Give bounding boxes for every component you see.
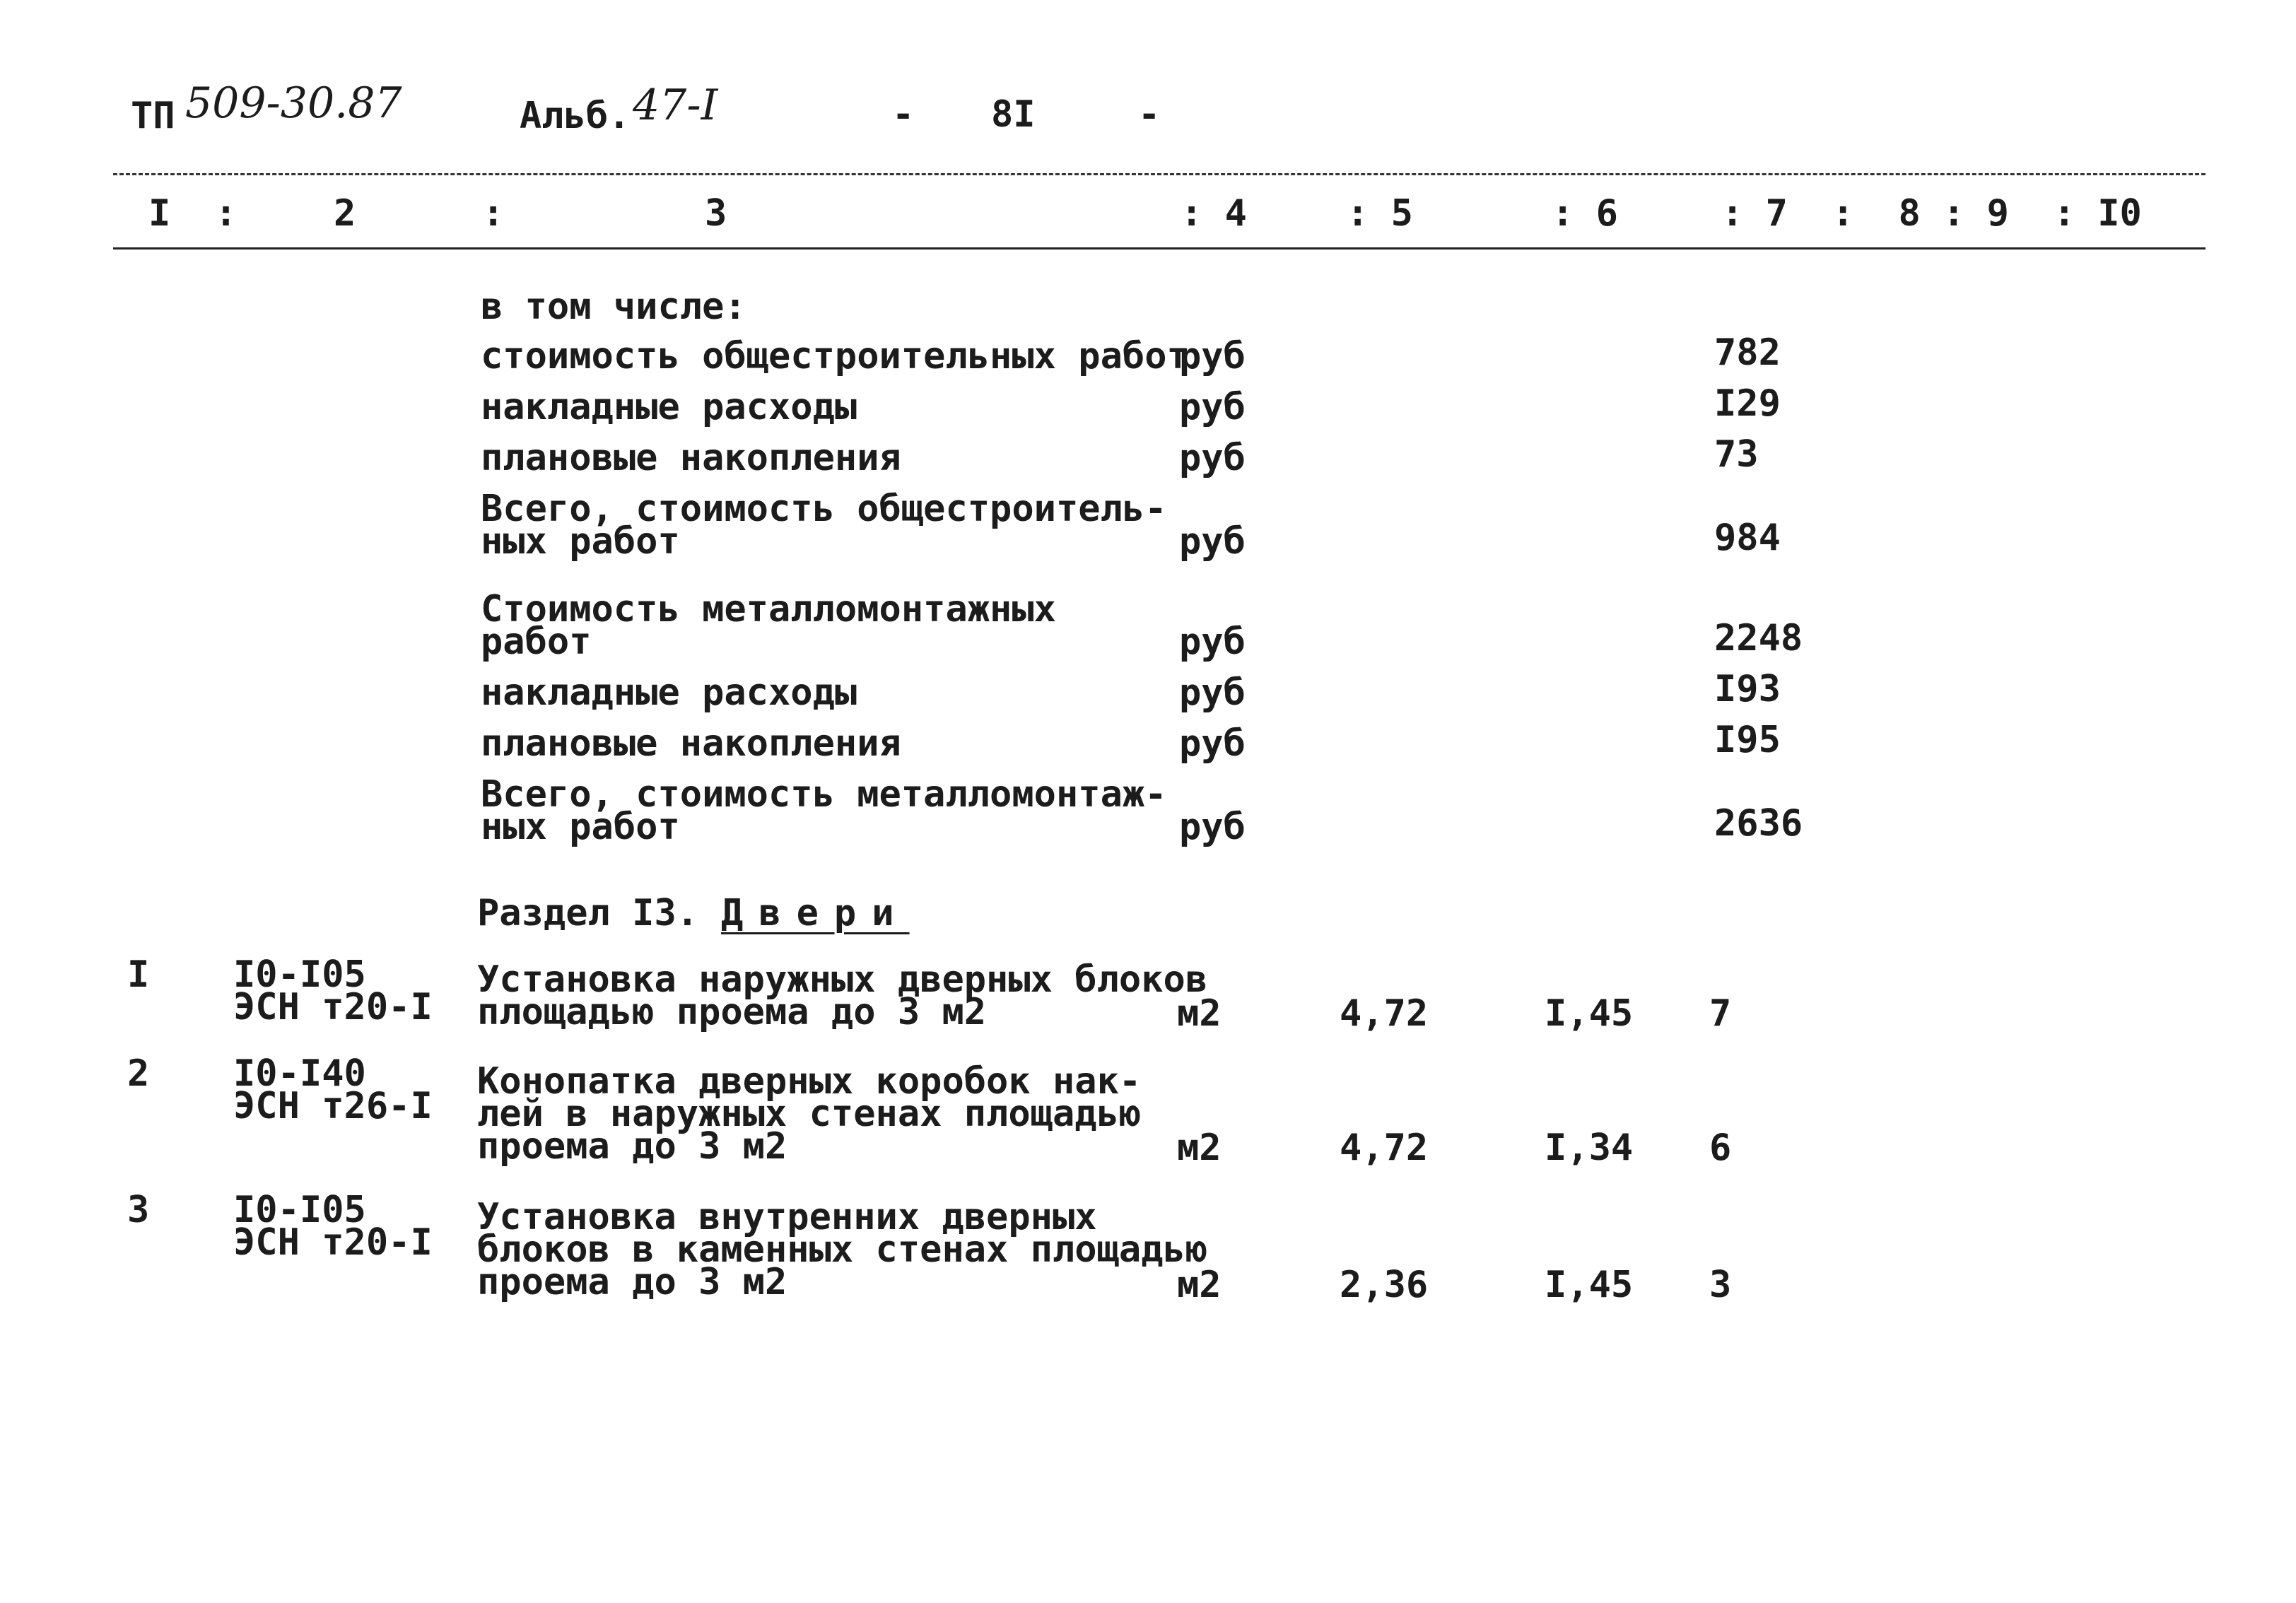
- item-code: I0-I40: [233, 1052, 366, 1095]
- item-description-line: Конопатка дверных коробок нак-: [477, 1060, 1142, 1103]
- page-dash-left: -: [892, 93, 915, 136]
- subtotal-row-value: I29: [1714, 382, 1781, 425]
- subtotal-row-unit: руб: [1179, 386, 1246, 428]
- subtotal-row-unit: руб: [1179, 520, 1246, 563]
- subtotal-row-value: 782: [1714, 331, 1781, 374]
- subtotal-row-unit: руб: [1179, 621, 1246, 663]
- subtotal-row-label: накладные расходы: [481, 386, 857, 428]
- item-unit-price: I,45: [1545, 1264, 1634, 1306]
- item-description-line: площадью проема до 3 м2: [477, 991, 987, 1033]
- subtotal-row-unit: руб: [1179, 671, 1246, 714]
- column-4-header: : 4: [1181, 192, 1247, 235]
- series-number-handwritten: 509-30.87: [185, 78, 402, 128]
- subtotal-row-value: I93: [1714, 668, 1781, 710]
- subtotal-row-label: плановые накопления: [481, 722, 901, 765]
- item-quantity: 4,72: [1340, 992, 1429, 1035]
- page-number: 8I: [991, 93, 1036, 136]
- item-description-line: лей в наружных стенах площадью: [477, 1093, 1142, 1135]
- subtotal-row-label-cont: работ: [481, 621, 592, 663]
- item-code-reference: ЭСН т20-I: [233, 986, 433, 1028]
- subtotal-row-label-cont: ных работ: [481, 520, 680, 563]
- item-code-reference: ЭСН т26-I: [233, 1085, 433, 1127]
- item-number: 3: [127, 1189, 150, 1231]
- subtotal-row-label: Стоимость металломонтажных: [481, 588, 1056, 630]
- item-code: I0-I05: [233, 953, 366, 996]
- subtotal-row-label: стоимость общестроительных работ: [481, 335, 1189, 377]
- page-dash-right: -: [1138, 93, 1161, 136]
- subtotal-row-label: плановые накопления: [481, 437, 901, 479]
- subtotal-row-value: 2636: [1714, 802, 1803, 845]
- item-number: 2: [127, 1052, 150, 1095]
- header-top-rule: [113, 173, 2206, 175]
- column-6-header: : 6: [1552, 192, 1618, 235]
- item-code: I0-I05: [233, 1189, 366, 1231]
- item-total: 3: [1709, 1264, 1732, 1306]
- item-quantity: 2,36: [1340, 1264, 1429, 1306]
- column-3-header: 3: [705, 192, 727, 235]
- subtotal-row-unit: руб: [1179, 335, 1246, 377]
- item-description-line: Установка внутренних дверных: [477, 1196, 1097, 1238]
- subtotal-row-value: 2248: [1714, 617, 1803, 659]
- item-unit-price: I,34: [1545, 1127, 1634, 1169]
- subtotal-row-unit: руб: [1179, 437, 1246, 479]
- item-description-line: проема до 3 м2: [477, 1125, 787, 1168]
- item-unit-price: I,45: [1545, 992, 1634, 1035]
- header-bottom-rule: [113, 247, 2206, 249]
- subtotal-row-value: I95: [1714, 719, 1781, 761]
- item-code-reference: ЭСН т20-I: [233, 1221, 433, 1264]
- subtotal-row-label: Всего, стоимость общестроитель-: [481, 488, 1167, 530]
- item-unit: м2: [1177, 1127, 1222, 1169]
- column-1-header: I :: [148, 192, 238, 235]
- item-description-line: Установка наружных дверных блоков: [477, 958, 1208, 1001]
- section-prefix: Раздел I3.: [477, 892, 699, 934]
- subtotal-row-value: 984: [1714, 517, 1781, 559]
- subtotal-row-label: накладные расходы: [481, 671, 857, 714]
- series-label: ТП: [131, 95, 175, 137]
- item-quantity: 4,72: [1340, 1127, 1429, 1169]
- item-description-line: проема до 3 м2: [477, 1261, 787, 1303]
- subtotal-row-value: 73: [1714, 433, 1759, 476]
- column-5-header: : 5: [1347, 192, 1413, 235]
- item-total: 6: [1709, 1127, 1732, 1169]
- subtotal-row-unit: руб: [1179, 722, 1246, 765]
- item-number: I: [127, 953, 150, 996]
- column-2-header: 2: [334, 192, 356, 235]
- album-number-handwritten: 47-I: [633, 81, 718, 130]
- album-label: Альб.: [520, 95, 631, 137]
- item-description-line: блоков в каменных стенах площадью: [477, 1228, 1208, 1271]
- item-unit: м2: [1177, 992, 1222, 1035]
- section-title: Двери: [721, 892, 910, 934]
- item-unit: м2: [1177, 1264, 1222, 1306]
- subtotal-row-label: Всего, стоимость металломонтаж-: [481, 773, 1167, 816]
- subtotal-row-unit: руб: [1179, 806, 1246, 848]
- subtotal-intro: в том числе:: [481, 286, 746, 328]
- item-total: 7: [1709, 992, 1732, 1035]
- column-7-10-header: : 7 : 8 : 9 : I0: [1721, 192, 2142, 235]
- column-sep: :: [482, 192, 505, 235]
- subtotal-row-label-cont: ных работ: [481, 806, 680, 848]
